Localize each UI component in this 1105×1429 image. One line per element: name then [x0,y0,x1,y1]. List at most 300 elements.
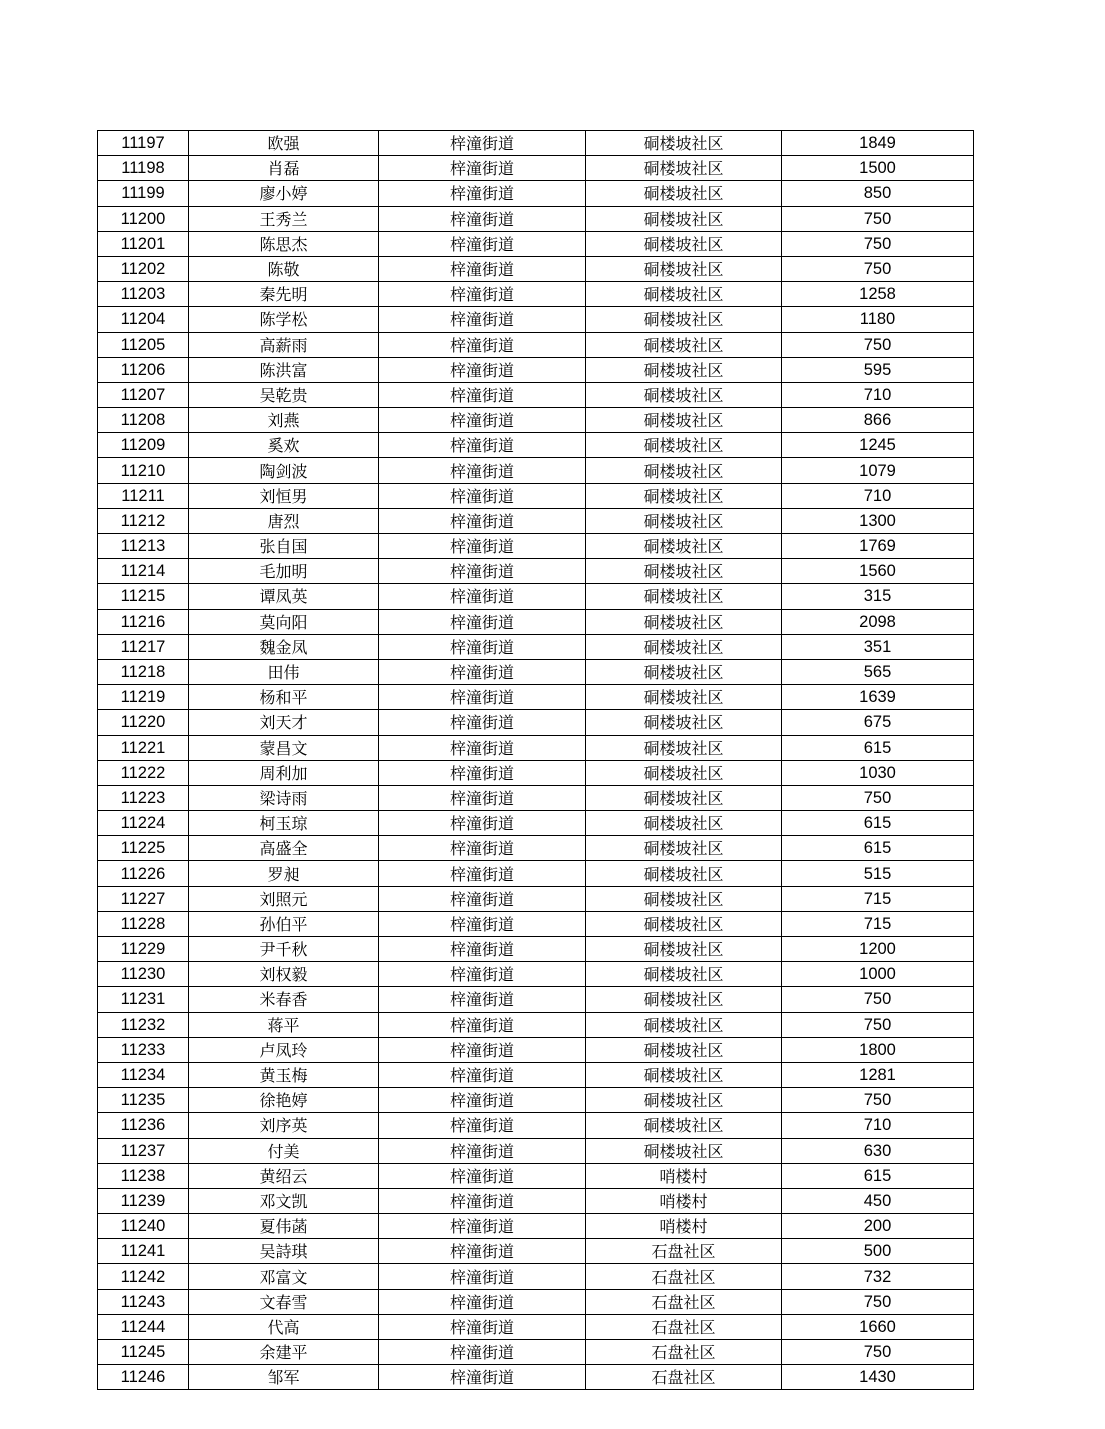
table-row [98,357,974,382]
cell-community: 硐楼坡社区 [586,256,782,281]
cell-street: 梓潼街道 [379,1264,586,1289]
cell-street: 梓潼街道 [379,836,586,861]
table-row [98,785,974,810]
cell-name: 欧强 [189,131,379,156]
cell-street: 梓潼街道 [379,1340,586,1365]
cell-street: 梓潼街道 [379,811,586,836]
cell-street: 梓潼街道 [379,634,586,659]
cell-street: 梓潼街道 [379,483,586,508]
cell-name: 孙伯平 [189,911,379,936]
cell-street: 梓潼街道 [379,1365,586,1390]
cell-name: 吴詩琪 [189,1239,379,1264]
cell-name: 陈学松 [189,307,379,332]
cell-amount: 351 [782,634,974,659]
cell-id: 11220 [98,710,189,735]
cell-id: 11217 [98,634,189,659]
cell-name: 奚欢 [189,433,379,458]
cell-name: 黄绍云 [189,1163,379,1188]
cell-amount: 750 [782,1289,974,1314]
cell-amount: 515 [782,861,974,886]
cell-street: 梓潼街道 [379,584,586,609]
cell-street: 梓潼街道 [379,256,586,281]
cell-id: 11241 [98,1239,189,1264]
cell-street: 梓潼街道 [379,458,586,483]
table-row [98,307,974,332]
cell-id: 11200 [98,206,189,231]
cell-name: 刘权毅 [189,962,379,987]
cell-community: 硐楼坡社区 [586,937,782,962]
table-row [98,911,974,936]
cell-amount: 1245 [782,433,974,458]
cell-name: 田伟 [189,659,379,684]
cell-name: 魏金凤 [189,634,379,659]
cell-community: 硐楼坡社区 [586,1012,782,1037]
table-row [98,659,974,684]
cell-amount: 450 [782,1188,974,1213]
cell-community: 硐楼坡社区 [586,710,782,735]
cell-community: 硐楼坡社区 [586,408,782,433]
cell-id: 11205 [98,332,189,357]
table-row [98,559,974,584]
cell-name: 吴乾贵 [189,382,379,407]
cell-id: 11207 [98,382,189,407]
cell-amount: 1800 [782,1037,974,1062]
cell-community: 硐楼坡社区 [586,1113,782,1138]
cell-amount: 1500 [782,156,974,181]
cell-amount: 715 [782,886,974,911]
cell-community: 硐楼坡社区 [586,584,782,609]
cell-street: 梓潼街道 [379,1214,586,1239]
cell-amount: 315 [782,584,974,609]
table-row [98,937,974,962]
cell-id: 11233 [98,1037,189,1062]
cell-id: 11213 [98,534,189,559]
cell-street: 梓潼街道 [379,382,586,407]
table-row [98,1037,974,1062]
cell-community: 硐楼坡社区 [586,307,782,332]
cell-amount: 500 [782,1239,974,1264]
cell-amount: 615 [782,836,974,861]
cell-street: 梓潼街道 [379,1314,586,1339]
cell-id: 11225 [98,836,189,861]
cell-amount: 710 [782,382,974,407]
table-row [98,1340,974,1365]
table-row [98,483,974,508]
cell-amount: 750 [782,231,974,256]
table-row [98,710,974,735]
cell-community: 哨楼村 [586,1188,782,1213]
cell-amount: 750 [782,1012,974,1037]
cell-community: 硐楼坡社区 [586,181,782,206]
table-row [98,685,974,710]
cell-id: 11202 [98,256,189,281]
cell-id: 11243 [98,1289,189,1314]
table-row [98,634,974,659]
cell-name: 莫向阳 [189,609,379,634]
cell-community: 硐楼坡社区 [586,836,782,861]
cell-id: 11229 [98,937,189,962]
cell-street: 梓潼街道 [379,911,586,936]
cell-community: 硐楼坡社区 [586,659,782,684]
cell-id: 11203 [98,282,189,307]
cell-id: 11214 [98,559,189,584]
cell-name: 陈洪富 [189,357,379,382]
cell-amount: 710 [782,483,974,508]
cell-street: 梓潼街道 [379,937,586,962]
cell-name: 徐艳婷 [189,1088,379,1113]
table-row [98,382,974,407]
cell-name: 唐烈 [189,508,379,533]
table-row [98,508,974,533]
cell-community: 硐楼坡社区 [586,609,782,634]
table-row [98,1088,974,1113]
table-row [98,1289,974,1314]
cell-name: 秦先明 [189,282,379,307]
table-row [98,760,974,785]
cell-id: 11231 [98,987,189,1012]
cell-id: 11224 [98,811,189,836]
table-row [98,1163,974,1188]
cell-id: 11228 [98,911,189,936]
cell-community: 硐楼坡社区 [586,1088,782,1113]
cell-name: 刘序英 [189,1113,379,1138]
cell-name: 刘照元 [189,886,379,911]
table-row [98,332,974,357]
table-row [98,1113,974,1138]
table-row [98,282,974,307]
cell-amount: 1000 [782,962,974,987]
cell-community: 石盘社区 [586,1289,782,1314]
cell-id: 11222 [98,760,189,785]
cell-amount: 1079 [782,458,974,483]
cell-street: 梓潼街道 [379,962,586,987]
cell-street: 梓潼街道 [379,433,586,458]
cell-name: 黄玉梅 [189,1062,379,1087]
table-row [98,256,974,281]
cell-id: 11230 [98,962,189,987]
table-row [98,433,974,458]
cell-street: 梓潼街道 [379,1138,586,1163]
cell-name: 米春香 [189,987,379,1012]
cell-name: 余建平 [189,1340,379,1365]
cell-street: 梓潼街道 [379,282,586,307]
cell-community: 硐楼坡社区 [586,634,782,659]
table-row [98,206,974,231]
cell-amount: 710 [782,1113,974,1138]
cell-id: 11237 [98,1138,189,1163]
cell-amount: 200 [782,1214,974,1239]
cell-street: 梓潼街道 [379,735,586,760]
cell-community: 硐楼坡社区 [586,760,782,785]
cell-amount: 750 [782,1088,974,1113]
cell-community: 硐楼坡社区 [586,332,782,357]
cell-name: 刘天才 [189,710,379,735]
cell-community: 硐楼坡社区 [586,811,782,836]
cell-name: 夏伟菡 [189,1214,379,1239]
cell-amount: 1200 [782,937,974,962]
cell-name: 周利加 [189,760,379,785]
cell-name: 廖小婷 [189,181,379,206]
table-row [98,735,974,760]
cell-name: 刘恒男 [189,483,379,508]
cell-street: 梓潼街道 [379,307,586,332]
cell-name: 高薪雨 [189,332,379,357]
cell-id: 11238 [98,1163,189,1188]
table-row [98,1365,974,1390]
cell-street: 梓潼街道 [379,710,586,735]
cell-amount: 1769 [782,534,974,559]
table-row [98,131,974,156]
cell-street: 梓潼街道 [379,1289,586,1314]
cell-name: 尹千秋 [189,937,379,962]
cell-amount: 750 [782,256,974,281]
table-row [98,987,974,1012]
cell-id: 11204 [98,307,189,332]
cell-id: 11197 [98,131,189,156]
cell-amount: 675 [782,710,974,735]
cell-amount: 1281 [782,1062,974,1087]
cell-id: 11210 [98,458,189,483]
cell-id: 11239 [98,1188,189,1213]
cell-amount: 615 [782,811,974,836]
cell-street: 梓潼街道 [379,1113,586,1138]
cell-id: 11212 [98,508,189,533]
cell-id: 11235 [98,1088,189,1113]
cell-id: 11226 [98,861,189,886]
cell-street: 梓潼街道 [379,685,586,710]
cell-community: 硐楼坡社区 [586,231,782,256]
cell-street: 梓潼街道 [379,1163,586,1188]
cell-street: 梓潼街道 [379,131,586,156]
cell-community: 硐楼坡社区 [586,735,782,760]
table-row [98,156,974,181]
cell-name: 文春雪 [189,1289,379,1314]
cell-amount: 715 [782,911,974,936]
cell-name: 肖磊 [189,156,379,181]
cell-name: 梁诗雨 [189,785,379,810]
table-row [98,1062,974,1087]
cell-street: 梓潼街道 [379,1062,586,1087]
cell-id: 11208 [98,408,189,433]
cell-community: 哨楼村 [586,1214,782,1239]
cell-street: 梓潼街道 [379,332,586,357]
cell-amount: 750 [782,206,974,231]
cell-amount: 750 [782,987,974,1012]
cell-street: 梓潼街道 [379,231,586,256]
cell-name: 罗昶 [189,861,379,886]
cell-street: 梓潼街道 [379,987,586,1012]
cell-amount: 1300 [782,508,974,533]
cell-community: 硐楼坡社区 [586,282,782,307]
cell-id: 11199 [98,181,189,206]
cell-amount: 1030 [782,760,974,785]
cell-id: 11215 [98,584,189,609]
cell-community: 硐楼坡社区 [586,962,782,987]
cell-community: 哨楼村 [586,1163,782,1188]
cell-community: 硐楼坡社区 [586,156,782,181]
cell-name: 邓文凯 [189,1188,379,1213]
cell-community: 硐楼坡社区 [586,382,782,407]
cell-name: 杨和平 [189,685,379,710]
cell-id: 11242 [98,1264,189,1289]
cell-street: 梓潼街道 [379,559,586,584]
cell-name: 毛加明 [189,559,379,584]
cell-name: 代高 [189,1314,379,1339]
cell-amount: 2098 [782,609,974,634]
cell-name: 柯玉琼 [189,811,379,836]
cell-street: 梓潼街道 [379,785,586,810]
cell-id: 11219 [98,685,189,710]
cell-community: 硐楼坡社区 [586,1037,782,1062]
cell-community: 硐楼坡社区 [586,357,782,382]
cell-street: 梓潼街道 [379,659,586,684]
cell-community: 硐楼坡社区 [586,534,782,559]
cell-id: 11227 [98,886,189,911]
cell-id: 11216 [98,609,189,634]
table-row [98,861,974,886]
cell-street: 梓潼街道 [379,508,586,533]
cell-community: 硐楼坡社区 [586,458,782,483]
table-row [98,886,974,911]
cell-name: 刘燕 [189,408,379,433]
table-row [98,1214,974,1239]
cell-community: 石盘社区 [586,1340,782,1365]
cell-community: 石盘社区 [586,1264,782,1289]
cell-street: 梓潼街道 [379,156,586,181]
cell-community: 硐楼坡社区 [586,886,782,911]
table-row [98,1138,974,1163]
cell-amount: 750 [782,332,974,357]
table-row [98,408,974,433]
table-row [98,1239,974,1264]
cell-name: 邹军 [189,1365,379,1390]
cell-amount: 630 [782,1138,974,1163]
cell-community: 硐楼坡社区 [586,508,782,533]
cell-id: 11209 [98,433,189,458]
cell-amount: 1660 [782,1314,974,1339]
table-row [98,534,974,559]
cell-id: 11221 [98,735,189,760]
cell-amount: 850 [782,181,974,206]
table-row [98,1188,974,1213]
cell-community: 硐楼坡社区 [586,1138,782,1163]
cell-amount: 1560 [782,559,974,584]
cell-amount: 1639 [782,685,974,710]
table-row [98,231,974,256]
cell-id: 11240 [98,1214,189,1239]
cell-name: 谭凤英 [189,584,379,609]
cell-community: 硐楼坡社区 [586,433,782,458]
cell-name: 陈思杰 [189,231,379,256]
cell-street: 梓潼街道 [379,1088,586,1113]
cell-id: 11236 [98,1113,189,1138]
cell-street: 梓潼街道 [379,1239,586,1264]
cell-id: 11218 [98,659,189,684]
cell-community: 硐楼坡社区 [586,861,782,886]
cell-community: 硐楼坡社区 [586,1062,782,1087]
table-row [98,1012,974,1037]
table-row [98,1314,974,1339]
cell-name: 蒙昌文 [189,735,379,760]
cell-amount: 1849 [782,131,974,156]
cell-amount: 1180 [782,307,974,332]
cell-community: 硐楼坡社区 [586,911,782,936]
cell-name: 蒋平 [189,1012,379,1037]
cell-amount: 615 [782,1163,974,1188]
cell-amount: 595 [782,357,974,382]
cell-community: 硐楼坡社区 [586,131,782,156]
cell-amount: 1430 [782,1365,974,1390]
cell-name: 陈敬 [189,256,379,281]
cell-street: 梓潼街道 [379,181,586,206]
cell-name: 付美 [189,1138,379,1163]
table-row [98,584,974,609]
cell-street: 梓潼街道 [379,1037,586,1062]
table-row [98,811,974,836]
table-row [98,836,974,861]
data-table [97,130,974,1390]
cell-amount: 732 [782,1264,974,1289]
cell-name: 王秀兰 [189,206,379,231]
cell-community: 硐楼坡社区 [586,559,782,584]
cell-street: 梓潼街道 [379,1012,586,1037]
cell-name: 张自国 [189,534,379,559]
cell-id: 11223 [98,785,189,810]
cell-name: 陶剑波 [189,458,379,483]
cell-community: 硐楼坡社区 [586,206,782,231]
cell-community: 硐楼坡社区 [586,483,782,508]
cell-street: 梓潼街道 [379,206,586,231]
cell-street: 梓潼街道 [379,760,586,785]
cell-street: 梓潼街道 [379,861,586,886]
cell-id: 11232 [98,1012,189,1037]
cell-id: 11244 [98,1314,189,1339]
cell-street: 梓潼街道 [379,609,586,634]
cell-community: 石盘社区 [586,1314,782,1339]
table-body [98,131,974,1390]
cell-street: 梓潼街道 [379,534,586,559]
cell-id: 11234 [98,1062,189,1087]
cell-street: 梓潼街道 [379,886,586,911]
cell-amount: 565 [782,659,974,684]
cell-street: 梓潼街道 [379,357,586,382]
cell-name: 卢凤玲 [189,1037,379,1062]
cell-amount: 866 [782,408,974,433]
cell-id: 11206 [98,357,189,382]
cell-id: 11245 [98,1340,189,1365]
cell-community: 硐楼坡社区 [586,785,782,810]
table-row [98,1264,974,1289]
cell-id: 11211 [98,483,189,508]
cell-amount: 1258 [782,282,974,307]
table-row [98,609,974,634]
cell-name: 邓富文 [189,1264,379,1289]
cell-amount: 615 [782,735,974,760]
cell-street: 梓潼街道 [379,1188,586,1213]
table-row [98,181,974,206]
cell-street: 梓潼街道 [379,408,586,433]
cell-id: 11246 [98,1365,189,1390]
cell-community: 石盘社区 [586,1365,782,1390]
cell-community: 硐楼坡社区 [586,987,782,1012]
cell-amount: 750 [782,1340,974,1365]
cell-amount: 750 [782,785,974,810]
cell-id: 11201 [98,231,189,256]
table-row [98,962,974,987]
table-row [98,458,974,483]
cell-community: 石盘社区 [586,1239,782,1264]
cell-name: 高盛全 [189,836,379,861]
